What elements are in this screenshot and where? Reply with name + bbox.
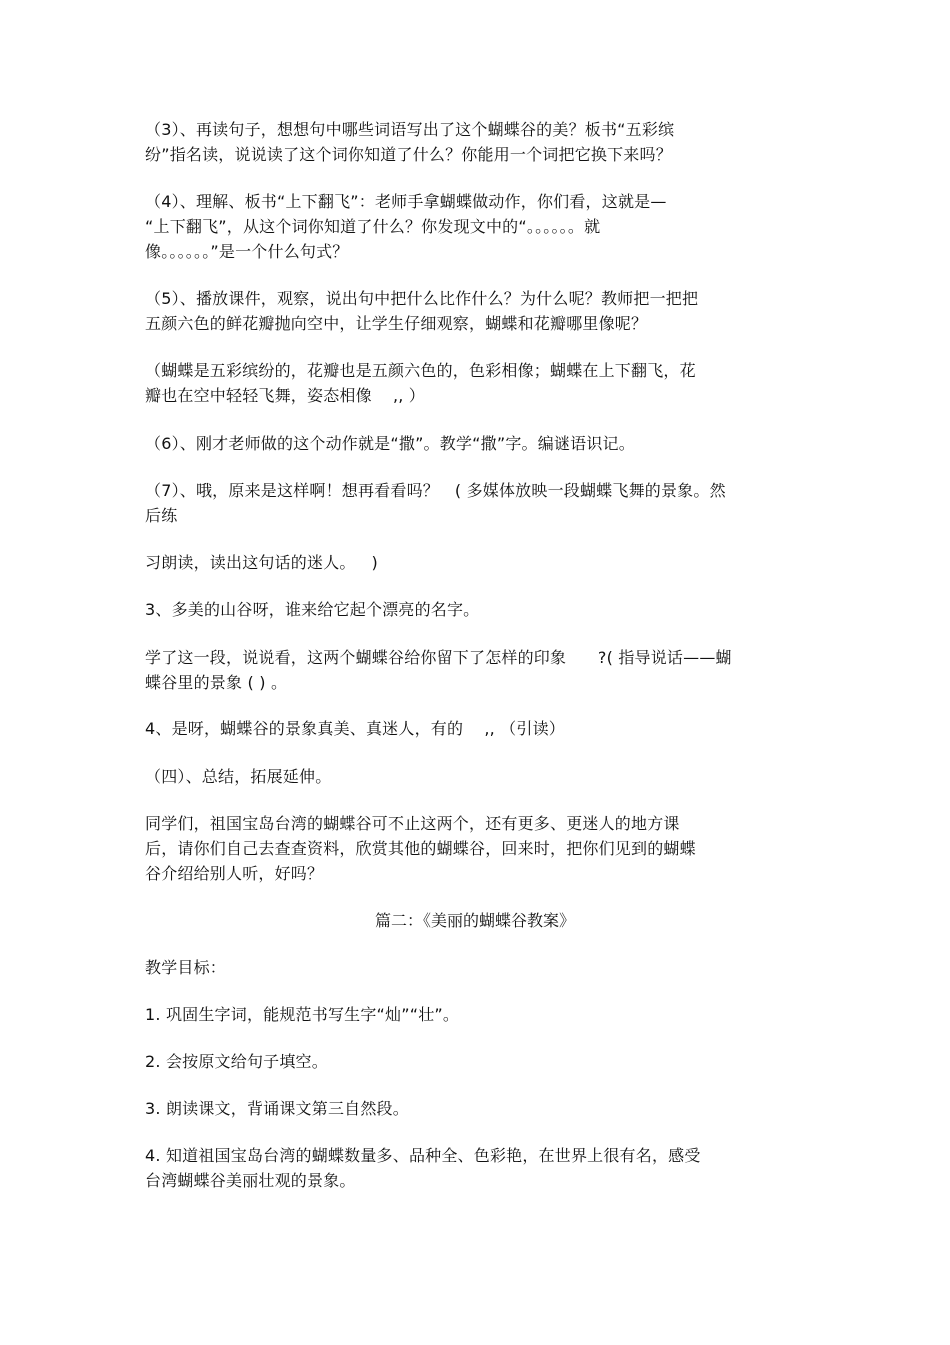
step-summary-line-1: （四）、总结，拓展延伸。 (145, 767, 332, 786)
objective-2: 2. 会按原文给句子填空。 (145, 1052, 328, 1071)
paragraph-6-line-1: （6）、刚才老师做的这个动作就是“撒”。教学“撒”字。编谜语识记。 (145, 434, 635, 453)
paragraph-4-line-1: （4）、理解、板书“上下翻飞”：老师手拿蝴蝶做动作，你们看，这就是— (145, 192, 667, 211)
paragraph-5b-line-2: 瓣也在空中轻轻飞舞，姿态相像 ,, ） (145, 386, 426, 405)
paragraph-3-line-1: （3）、再读句子，想想句中哪些词语写出了这个蝴蝶谷的美？板书“五彩缤 (145, 120, 675, 139)
objective-1: 1. 巩固生字词，能规范书写生字“灿”“壮”。 (145, 1005, 460, 1024)
paragraph-7-line-2: 后练 (145, 506, 178, 525)
paragraph-5-line-1: （5）、播放课件，观察，说出句中把什么比作什么？为什么呢？教师把一把把 (145, 289, 699, 308)
step-3b-line-1: 学了这一段，说说看，这两个蝴蝶谷给你留下了怎样的印象 ?( 指导说话——蝴 (145, 648, 732, 667)
step-3b-line-2: 蝶谷里的景象 ( ) 。 (145, 673, 288, 692)
paragraph-4-line-2: “上下翻飞”，从这个词你知道了什么？你发现文中的“。。。。。。就 (145, 217, 601, 236)
paragraph-7-line-1: （7）、哦，原来是这样啊！想再看看吗？ ( 多媒体放映一段蝴蝶飞舞的景象。然 (145, 481, 726, 500)
step-4-line-1: 4、是呀，蝴蝶谷的景象真美、真迷人，有的 ,, （引读） (145, 719, 565, 738)
objective-3: 3. 朗读课文，背诵课文第三自然段。 (145, 1099, 409, 1118)
paragraph-4-line-3: 像。。。。。。”是一个什么句式？ (145, 242, 349, 261)
paragraph-5-line-2: 五颜六色的鲜花瓣抛向空中，让学生仔细观察，蝴蝶和花瓣哪里像呢？ (145, 314, 648, 333)
step-3-line-1: 3、多美的山谷呀，谁来给它起个漂亮的名字。 (145, 600, 480, 619)
closing-line-1: 同学们，祖国宝岛台湾的蝴蝶谷可不止这两个，还有更多、更迷人的地方课 (145, 814, 680, 833)
closing-line-3: 谷介绍给别人听，好吗？ (145, 864, 324, 883)
objective-4-line-1: 4. 知道祖国宝岛台湾的蝴蝶数量多、品种全、色彩艳，在世界上很有名，感受 (145, 1146, 701, 1165)
paragraph-7b-line-1: 习朗读，读出这句话的迷人。 ) (145, 553, 378, 572)
paragraph-3-line-2: 纷”指名读，说说读了这个词你知道了什么？你能用一个词把它换下来吗？ (145, 145, 672, 164)
closing-line-2: 后，请你们自己去查查资料，欣赏其他的蝴蝶谷，回来时，把你们见到的蝴蝶 (145, 839, 696, 858)
paragraph-5b-line-1: （蝴蝶是五彩缤纷的，花瓣也是五颜六色的，色彩相像；蝴蝶在上下翻飞，花 (145, 361, 696, 380)
objective-4-line-2: 台湾蝴蝶谷美丽壮观的景象。 (145, 1171, 356, 1190)
section-title: 篇二：《美丽的蝴蝶谷教案》 (374, 911, 575, 930)
objectives-heading: 教学目标： (145, 958, 227, 977)
